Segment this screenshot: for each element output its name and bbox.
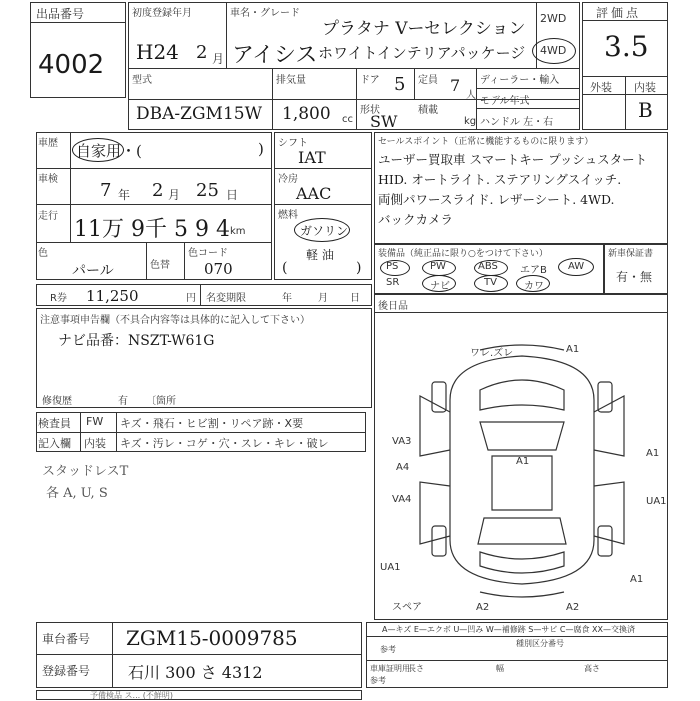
equip-pw: PW bbox=[430, 261, 446, 272]
fuel-paren-open: ( bbox=[282, 260, 288, 276]
equip-aw: AW bbox=[568, 261, 585, 272]
fuel-paren-close: ) bbox=[356, 260, 362, 276]
ac-value: AAC bbox=[296, 184, 332, 203]
diag-label-a1-top: A1 bbox=[566, 344, 580, 355]
displacement-unit: cc bbox=[342, 114, 353, 125]
evaluation-score: 3.5 bbox=[604, 30, 649, 63]
color-code: 070 bbox=[204, 260, 233, 278]
equip-tv: TV bbox=[484, 277, 497, 288]
recycle-value: 11,250 bbox=[86, 287, 139, 305]
rear-seat-label: 後日品 bbox=[378, 301, 408, 312]
equip-navi: ナビ bbox=[430, 281, 450, 292]
repair-label: 修復歴 bbox=[42, 396, 72, 407]
capacity-value: 7 bbox=[450, 76, 461, 95]
diag-label-va3: VA3 bbox=[392, 436, 412, 447]
diag-label-ua1-right: UA1 bbox=[646, 496, 667, 507]
displacement-label: 排気量 bbox=[276, 75, 306, 86]
mileage-value: 11万 9千 5 9 4 bbox=[74, 217, 230, 242]
registration-label: 初度登録年月 bbox=[132, 8, 192, 19]
diag-label-crack: ワレ.ズレ bbox=[470, 348, 514, 359]
lot-number: 4002 bbox=[38, 50, 105, 80]
warranty-value: 有・無 bbox=[616, 270, 653, 284]
recycle-unit: 円 bbox=[186, 293, 196, 304]
equip-abs: ABS bbox=[478, 261, 498, 272]
color-label: 色 bbox=[38, 248, 48, 259]
footer-box bbox=[36, 690, 362, 700]
equip-cam: カワ bbox=[524, 281, 544, 292]
ac-label: 冷房 bbox=[278, 174, 298, 185]
recycle-label: R券 bbox=[50, 293, 67, 304]
interior-score: B bbox=[638, 98, 653, 122]
legend-width: 幅 bbox=[496, 664, 504, 673]
sales-label: セールスポイント（正常に機能するものに限ります） bbox=[378, 137, 594, 147]
legend-ref: 参考 bbox=[370, 676, 386, 685]
record-label: 記入欄 bbox=[38, 437, 71, 450]
inspection-month: 2 bbox=[152, 180, 164, 201]
reg-value: 石川 300 さ 4312 bbox=[128, 663, 263, 682]
chassis-label: 車台番号 bbox=[42, 632, 91, 646]
checker-fw: FW bbox=[86, 415, 104, 428]
diag-label-a4: A4 bbox=[396, 462, 410, 473]
registration-year: H24 bbox=[136, 40, 179, 64]
inspection-year: 7 bbox=[100, 180, 112, 201]
color-code-label: 色コード bbox=[188, 248, 228, 259]
repair-value: 有 bbox=[118, 396, 128, 407]
sales-line-2: HID. オートライト. ステアリングスイッチ. bbox=[378, 172, 622, 187]
equip-sr: SR bbox=[386, 277, 400, 288]
owner-d: 日 bbox=[350, 293, 360, 304]
handle-label: ハンドル 左・右 bbox=[480, 117, 554, 128]
owner-change-label: 名変期限 bbox=[206, 293, 246, 304]
mileage-unit: km bbox=[230, 226, 246, 237]
owner-y: 年 bbox=[282, 293, 292, 304]
chassis-value: ZGM15-0009785 bbox=[126, 626, 298, 650]
drive-4wd: 4WD bbox=[540, 44, 567, 57]
displacement-value: 1,800 bbox=[282, 104, 331, 124]
shift-value: IAT bbox=[298, 148, 326, 167]
repair-detail: 〔箇所 bbox=[146, 396, 176, 407]
remarks-line-2: 各 A, U, S bbox=[46, 486, 108, 501]
legend-line-2: 種別区分番号 bbox=[516, 639, 564, 648]
body-value: SW bbox=[370, 112, 398, 131]
inspection-label: 車検 bbox=[38, 174, 58, 185]
diag-label-a2-right: A2 bbox=[566, 602, 580, 613]
inspection-day-unit: 日 bbox=[226, 188, 239, 202]
evaluation-label: 評価点 bbox=[596, 6, 642, 20]
reg-label: 登録番号 bbox=[42, 664, 91, 678]
doors-label: ドア bbox=[360, 75, 380, 86]
remarks-line-1: スタッドレスT bbox=[42, 464, 129, 479]
registration-month: 2 bbox=[196, 42, 208, 63]
inspection-year-unit: 年 bbox=[118, 188, 131, 202]
diag-label-ua1-left: UA1 bbox=[380, 562, 401, 573]
diag-label-va4: VA4 bbox=[392, 494, 412, 505]
checker-options: キズ・飛石・ヒビ割・リペア跡・X要 bbox=[120, 417, 304, 430]
name-grade-label: 車名・グレード bbox=[230, 8, 300, 19]
body-label: 形状 bbox=[360, 105, 380, 116]
fuel-alt: 軽 油 bbox=[306, 248, 334, 262]
lot-label: 出品番号 bbox=[36, 7, 85, 21]
equip-airbag: エアB bbox=[520, 265, 547, 276]
car-diagram bbox=[380, 330, 664, 612]
history-value: 自家用・( bbox=[76, 142, 142, 160]
diag-label-a1-right: A1 bbox=[646, 448, 660, 459]
equip-ps: PS bbox=[386, 261, 399, 272]
drive-2wd: 2WD bbox=[540, 12, 567, 25]
notes-label: 注意事項申告欄（不具合内容等は具体的に記入して下さい） bbox=[40, 315, 310, 326]
record-interior: 内装 bbox=[84, 437, 106, 450]
mileage-label: 走行 bbox=[38, 211, 58, 222]
diag-label-a1-rearright: A1 bbox=[630, 574, 644, 585]
grade-line2: ホワイトインテリアパッケージ bbox=[318, 44, 526, 62]
equipment-label: 装備品（純正品に限り○をつけて下さい） bbox=[378, 249, 548, 259]
legend-line-3: 参考 bbox=[380, 645, 396, 654]
diag-label-spare: スペア bbox=[392, 602, 422, 613]
model-code-value: DBA-ZGM15W bbox=[136, 104, 263, 124]
shift-label: シフト bbox=[278, 138, 308, 149]
diag-label-a2-left: A2 bbox=[476, 602, 490, 613]
model-code-label: 型式 bbox=[132, 75, 152, 86]
exterior-label: 外装 bbox=[590, 81, 612, 94]
load-unit: kg bbox=[464, 116, 477, 127]
legend-garage: 車庫証明用 bbox=[370, 664, 410, 673]
load-label: 積載 bbox=[418, 105, 438, 116]
capacity-unit: 人 bbox=[466, 90, 476, 101]
inspection-day: 25 bbox=[196, 180, 219, 201]
registration-month-unit: 月 bbox=[212, 52, 225, 66]
legend-length: 長さ bbox=[408, 664, 424, 673]
sales-line-4: バックカメラ bbox=[378, 212, 454, 227]
history-close: ) bbox=[258, 140, 264, 158]
record-options: キズ・汚レ・コゲ・穴・スレ・キレ・破レ bbox=[120, 437, 329, 450]
inspection-month-unit: 月 bbox=[168, 188, 181, 202]
interior-label: 内装 bbox=[634, 81, 656, 94]
checker-label: 検査員 bbox=[38, 417, 71, 430]
diag-label-a1-roof: A1 bbox=[516, 456, 530, 467]
doors-value: 5 bbox=[394, 74, 406, 95]
footer-text: 予備検品 ス... (不鮮明) bbox=[90, 691, 173, 700]
color-value: パール bbox=[72, 263, 114, 279]
owner-m: 月 bbox=[318, 293, 328, 304]
legend-height: 高さ bbox=[584, 664, 600, 673]
car-model: アイシス bbox=[232, 43, 318, 68]
color-change-label: 色替 bbox=[150, 260, 170, 271]
warranty-label: 新車保証書 bbox=[608, 249, 654, 259]
fuel-label: 燃料 bbox=[278, 210, 298, 221]
grade-line1: プラタナ Vーセレクション bbox=[322, 19, 526, 39]
capacity-label: 定員 bbox=[418, 75, 438, 86]
model-year-label: モデル年式 bbox=[480, 96, 530, 107]
history-label: 車歴 bbox=[38, 138, 58, 149]
sales-line-1: ユーザー買取車 スマートキー プッシュスタート bbox=[378, 152, 648, 167]
notes-line-1: ナビ品番：NSZT-W61G bbox=[58, 333, 215, 349]
legend-line-1: A—キズ E—エクボ U—凹み W—補修跡 S—サビ C—腐食 XX—交換済 bbox=[382, 625, 636, 634]
dealer-label: ディーラー・輸入 bbox=[480, 75, 560, 86]
fuel-value: ガソリン bbox=[300, 224, 349, 238]
sales-line-3: 両側パワースライド. レザーシート. 4WD. bbox=[378, 192, 615, 207]
